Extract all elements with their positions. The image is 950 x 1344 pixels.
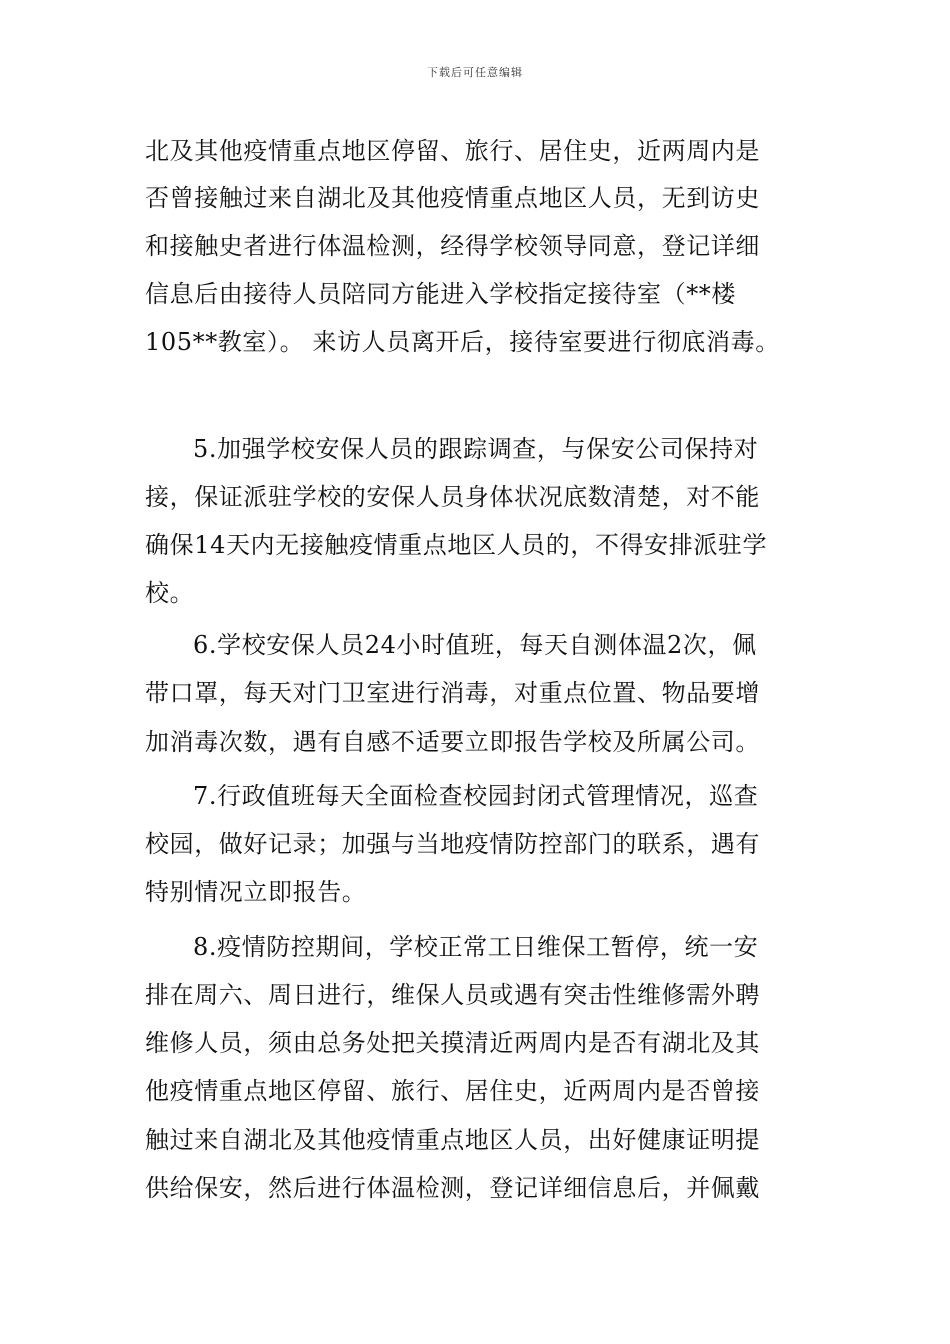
paragraph-line: 信息后由接待人员陪同方能进入学校指定接待室（**楼 (145, 280, 736, 308)
paragraph-line: 5.加强学校安保人员的跟踪调查，与保安公司保持对 (193, 435, 759, 463)
page-header: 下载后可任意编辑 (427, 66, 523, 79)
paragraph-line: 接，保证派驻学校的安保人员身体状况底数清楚，对不能 (145, 483, 760, 511)
paragraph-line: 6.学校安保人员24小时值班，每天自测体温2次，佩 (193, 631, 757, 659)
paragraph-line: 校。 (145, 579, 195, 607)
paragraph-line: 加消毒次数，遇有自感不适要立即报告学校及所属公司。 (145, 728, 760, 756)
paragraph-line: 维修人员，须由总务处把关摸清近两周内是否有湖北及其 (145, 1029, 760, 1057)
paragraph-line: 触过来自湖北及其他疫情重点地区人员，出好健康证明提 (145, 1126, 760, 1154)
paragraph-line: 和接触史者进行体温检测，经得学校领导同意，登记详细 (145, 232, 760, 260)
paragraph-line: 8.疫情防控期间，学校正常工日维保工暂停，统一安 (193, 933, 759, 961)
paragraph-line: 确保14天内无接触疫情重点地区人员的，不得安排派驻学 (145, 531, 768, 559)
paragraph-line: 供给保安，然后进行体温检测，登记详细信息后，并佩戴 (145, 1174, 760, 1202)
paragraph-line: 7.行政值班每天全面检查校园封闭式管理情况，巡查 (193, 782, 759, 810)
paragraph-line: 校园，做好记录；加强与当地疫情防控部门的联系，遇有 (145, 830, 760, 858)
paragraph-line: 带口罩，每天对门卫室进行消毒，对重点位置、物品要增 (145, 679, 760, 707)
paragraph-line: 北及其他疫情重点地区停留、旅行、居住史，近两周内是 (145, 137, 760, 165)
paragraph-line: 105**教室）。 来访人员离开后，接待室要进行彻底消毒。 (145, 328, 780, 356)
paragraph-line: 特别情况立即报告。 (145, 878, 367, 906)
paragraph-line: 否曾接触过来自湖北及其他疫情重点地区人员，无到访史 (145, 184, 760, 212)
paragraph-line: 排在周六、周日进行，维保人员或遇有突击性维修需外聘 (145, 981, 760, 1009)
paragraph-line: 他疫情重点地区停留、旅行、居住史，近两周内是否曾接 (145, 1077, 760, 1105)
